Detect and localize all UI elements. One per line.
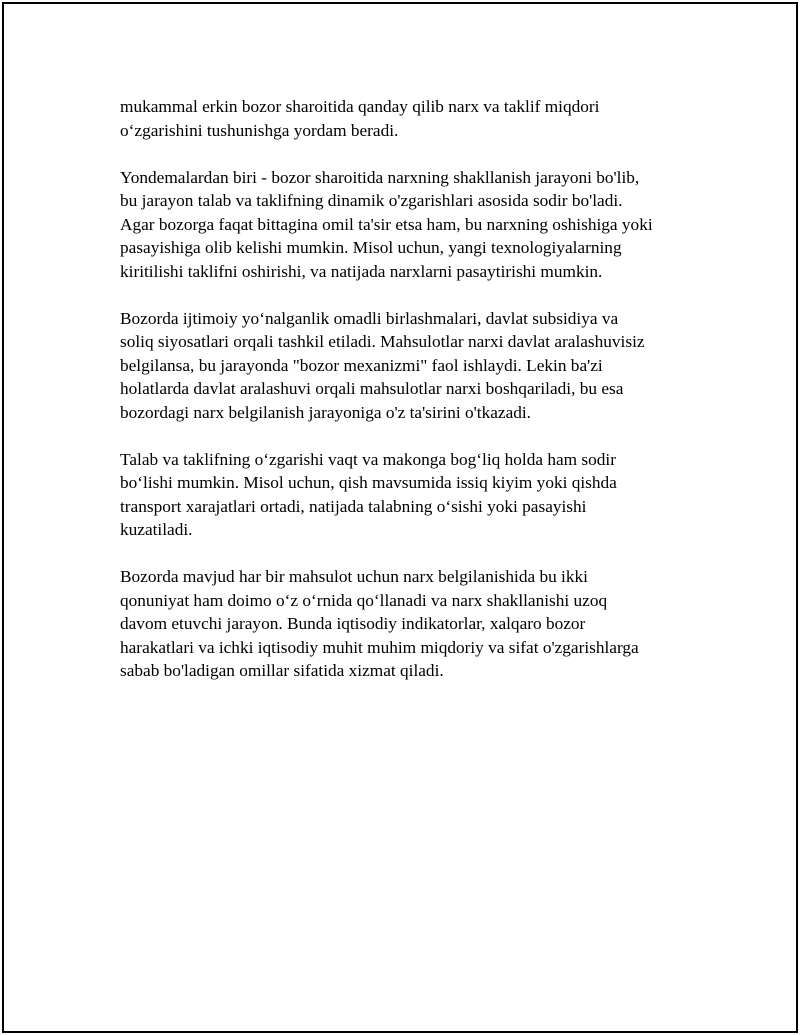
text-line: qonuniyat ham doimo o‘z o‘rnida qo‘llanadi va narx shakllanishi uzoq bbox=[120, 590, 608, 610]
text-line: transport xarajatlari ortadi, natijada talabning o‘sishi yoki pasayishi bbox=[120, 496, 587, 516]
paragraph-5 bbox=[120, 565, 700, 683]
text-line: Talab va taklifning o‘zgarishi vaqt va makonga bog‘liq holda ham sodir bbox=[120, 449, 616, 469]
document-page bbox=[2, 2, 798, 1033]
text-line: Bozorda ijtimoiy yo‘nalganlik omadli birlashmalari, davlat subsidiya va bbox=[120, 308, 619, 328]
paragraph-3 bbox=[120, 307, 700, 425]
paragraph-1 bbox=[120, 95, 700, 142]
text-line: davom etuvchi jarayon. Bunda iqtisodiy indikatorlar, xalqaro bozor bbox=[120, 614, 586, 633]
text-line: Bozorda mavjud har bir mahsulot uchun narx belgilanishida bu ikki bbox=[120, 567, 588, 586]
text-line: bo‘lishi mumkin. Misol uchun, qish mavsumida issiq kiyim yoki qishda bbox=[120, 473, 617, 492]
text-line: kuzatiladi. bbox=[120, 520, 193, 539]
text-line: harakatlari va ichki iqtisodiy muhit muhim miqdoriy va sifat o'zgarishlarga bbox=[120, 637, 639, 657]
text-line: bu jarayon talab va taklifning dinamik o'zgarishlari asosida sodir bo'ladi. bbox=[120, 191, 623, 210]
text-line: Agar bozorga faqat bittagina omil ta'sir etsa ham, bu narxning oshishiga yoki bbox=[120, 214, 653, 234]
text-line: Yondemalardan biri - bozor sharoitida narxning shakllanish jarayoni bo'lib, bbox=[120, 167, 640, 187]
text-line: sabab bo'ladigan omillar sifatida xizmat qiladi. bbox=[120, 661, 444, 680]
text-line: holatlarda davlat aralashuvi orqali mahsulotlar narxi boshqariladi, bu esa bbox=[120, 379, 624, 398]
text-line: belgilansa, bu jarayonda "bozor mexanizmi" faol ishlaydi. Lekin ba'zi bbox=[120, 355, 603, 375]
paragraph-4 bbox=[120, 448, 700, 542]
text-line: kiritilishi taklifni oshirishi, va natijada narxlarni pasaytirishi mumkin. bbox=[120, 261, 603, 281]
text-line: o‘zgarishini tushunishga yordam beradi. bbox=[120, 120, 399, 140]
text-line: bozordagi narx belgilanish jarayoniga o'z ta'sirini o'tkazadi. bbox=[120, 402, 531, 422]
document-body bbox=[120, 95, 700, 706]
text-line: mukammal erkin bozor sharoitida qanday qilib narx va taklif miqdori bbox=[120, 97, 600, 116]
paragraph-2 bbox=[120, 166, 700, 284]
text-line: soliq siyosatlari orqali tashkil etiladi. Mahsulotlar narxi davlat aralashuvisiz bbox=[120, 332, 645, 351]
text-line: pasayishiga olib kelishi mumkin. Misol uchun, yangi texnologiyalarning bbox=[120, 238, 622, 257]
